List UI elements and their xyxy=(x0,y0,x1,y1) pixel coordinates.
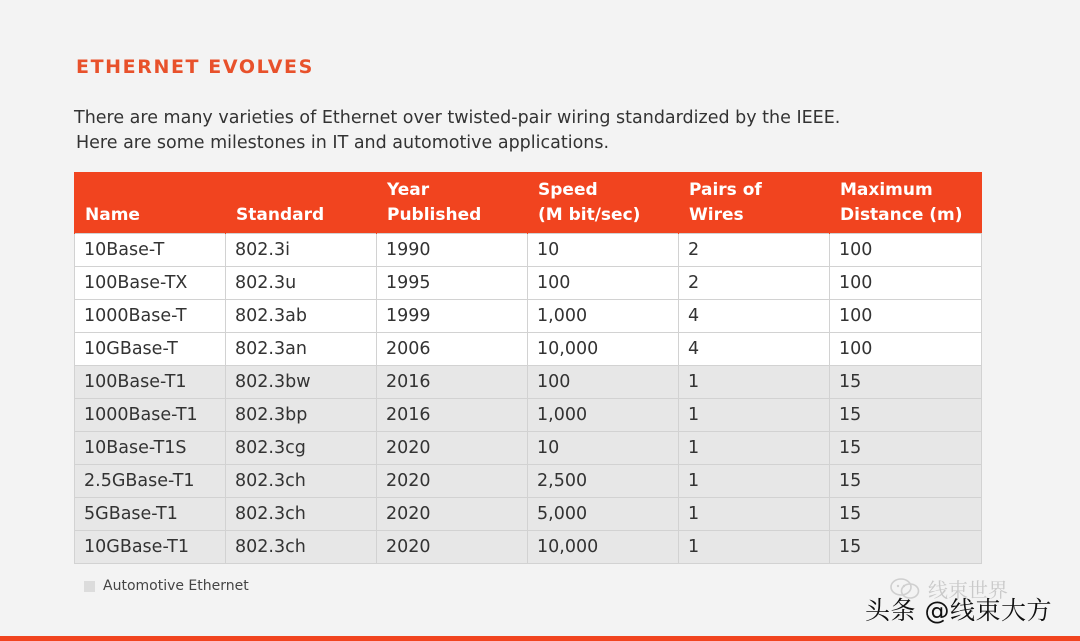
cell-pairs: 1 xyxy=(679,432,830,465)
cell-name: 10GBase-T1 xyxy=(75,531,226,564)
header-text: Distance (m) xyxy=(840,205,963,225)
intro-line: Here are some milestones in IT and automotive applications. xyxy=(76,133,610,153)
column-header-speed xyxy=(528,172,679,234)
column-header-distance xyxy=(830,172,982,234)
cell-name: 2.5GBase-T1 xyxy=(75,465,226,498)
cell-name: 10GBase-T xyxy=(75,333,226,366)
header-text: Speed xyxy=(538,180,598,200)
header-text: Maximum xyxy=(840,180,933,200)
page-title: ETHERNET EVOLVES xyxy=(76,56,314,78)
table-body xyxy=(75,234,982,564)
cell-year: 2020 xyxy=(377,465,528,498)
cell-distance: 15 xyxy=(830,366,982,399)
cell-distance: 15 xyxy=(830,399,982,432)
cell-year: 1990 xyxy=(377,234,528,267)
ethernet-standards-table xyxy=(74,172,982,564)
cell-standard: 802.3ch xyxy=(226,498,377,531)
cell-name: 5GBase-T1 xyxy=(75,498,226,531)
cell-distance: 15 xyxy=(830,498,982,531)
cell-speed: 2,500 xyxy=(528,465,679,498)
cell-distance: 100 xyxy=(830,234,982,267)
legend-swatch xyxy=(84,581,95,592)
cell-standard: 802.3ab xyxy=(226,300,377,333)
cell-pairs: 4 xyxy=(679,300,830,333)
header-text: Name xyxy=(85,205,140,225)
cell-year: 2016 xyxy=(377,399,528,432)
intro-line: There are many varieties of Ethernet over twisted-pair wiring standardized by the IEEE. xyxy=(74,108,841,128)
cell-standard: 802.3bw xyxy=(226,366,377,399)
cell-speed: 100 xyxy=(528,366,679,399)
header-text: Year xyxy=(387,180,430,200)
cell-distance: 15 xyxy=(830,465,982,498)
cell-year: 2016 xyxy=(377,366,528,399)
table-row xyxy=(75,399,982,432)
cell-name: 10Base-T xyxy=(75,234,226,267)
cell-pairs: 1 xyxy=(679,531,830,564)
table-header-row xyxy=(75,172,982,234)
table-row xyxy=(75,366,982,399)
table-row xyxy=(75,498,982,531)
cell-pairs: 1 xyxy=(679,399,830,432)
column-header-year xyxy=(377,172,528,234)
table-row xyxy=(75,465,982,498)
cell-distance: 100 xyxy=(830,267,982,300)
cell-pairs: 2 xyxy=(679,267,830,300)
table-row xyxy=(75,432,982,465)
cell-pairs: 1 xyxy=(679,465,830,498)
header-text: Pairs of xyxy=(689,180,762,200)
table-row xyxy=(75,333,982,366)
cell-pairs: 1 xyxy=(679,366,830,399)
table-row xyxy=(75,531,982,564)
cell-speed: 10,000 xyxy=(528,531,679,564)
legend xyxy=(84,578,249,594)
cell-standard: 802.3an xyxy=(226,333,377,366)
cell-standard: 802.3bp xyxy=(226,399,377,432)
cell-speed: 5,000 xyxy=(528,498,679,531)
cell-standard: 802.3u xyxy=(226,267,377,300)
cell-speed: 10,000 xyxy=(528,333,679,366)
column-header-pairs xyxy=(679,172,830,234)
cell-speed: 10 xyxy=(528,432,679,465)
cell-name: 100Base-TX xyxy=(75,267,226,300)
cell-speed: 10 xyxy=(528,234,679,267)
cell-speed: 1,000 xyxy=(528,399,679,432)
cell-pairs: 2 xyxy=(679,234,830,267)
intro-paragraph xyxy=(74,106,840,156)
table-row xyxy=(75,267,982,300)
cell-distance: 100 xyxy=(830,300,982,333)
cell-distance: 100 xyxy=(830,333,982,366)
cell-speed: 100 xyxy=(528,267,679,300)
cell-year: 2020 xyxy=(377,498,528,531)
header-text: (M bit/sec) xyxy=(538,205,641,225)
header-text: Standard xyxy=(236,205,325,225)
cell-year: 2020 xyxy=(377,432,528,465)
cell-standard: 802.3i xyxy=(226,234,377,267)
cell-standard: 802.3ch xyxy=(226,465,377,498)
header-text: Published xyxy=(387,205,482,225)
cell-pairs: 4 xyxy=(679,333,830,366)
cell-year: 1999 xyxy=(377,300,528,333)
cell-standard: 802.3ch xyxy=(226,531,377,564)
watermark-top-text: 线束世界 xyxy=(928,580,1008,602)
table-row xyxy=(75,300,982,333)
column-header-name xyxy=(75,172,226,234)
cell-year: 2006 xyxy=(377,333,528,366)
watermark-bottom: 头条 @线束大方 xyxy=(865,596,1052,625)
bottom-accent-bar xyxy=(0,636,1080,641)
cell-year: 2020 xyxy=(377,531,528,564)
legend-label: Automotive Ethernet xyxy=(103,578,249,594)
cell-standard: 802.3cg xyxy=(226,432,377,465)
cell-name: 1000Base-T xyxy=(75,300,226,333)
cell-year: 1995 xyxy=(377,267,528,300)
cell-name: 100Base-T1 xyxy=(75,366,226,399)
column-header-standard xyxy=(226,172,377,234)
cell-distance: 15 xyxy=(830,432,982,465)
table-row xyxy=(75,234,982,267)
cell-name: 1000Base-T1 xyxy=(75,399,226,432)
header-text: Wires xyxy=(689,205,744,225)
cell-pairs: 1 xyxy=(679,498,830,531)
cell-name: 10Base-T1S xyxy=(75,432,226,465)
cell-speed: 1,000 xyxy=(528,300,679,333)
cell-distance: 15 xyxy=(830,531,982,564)
